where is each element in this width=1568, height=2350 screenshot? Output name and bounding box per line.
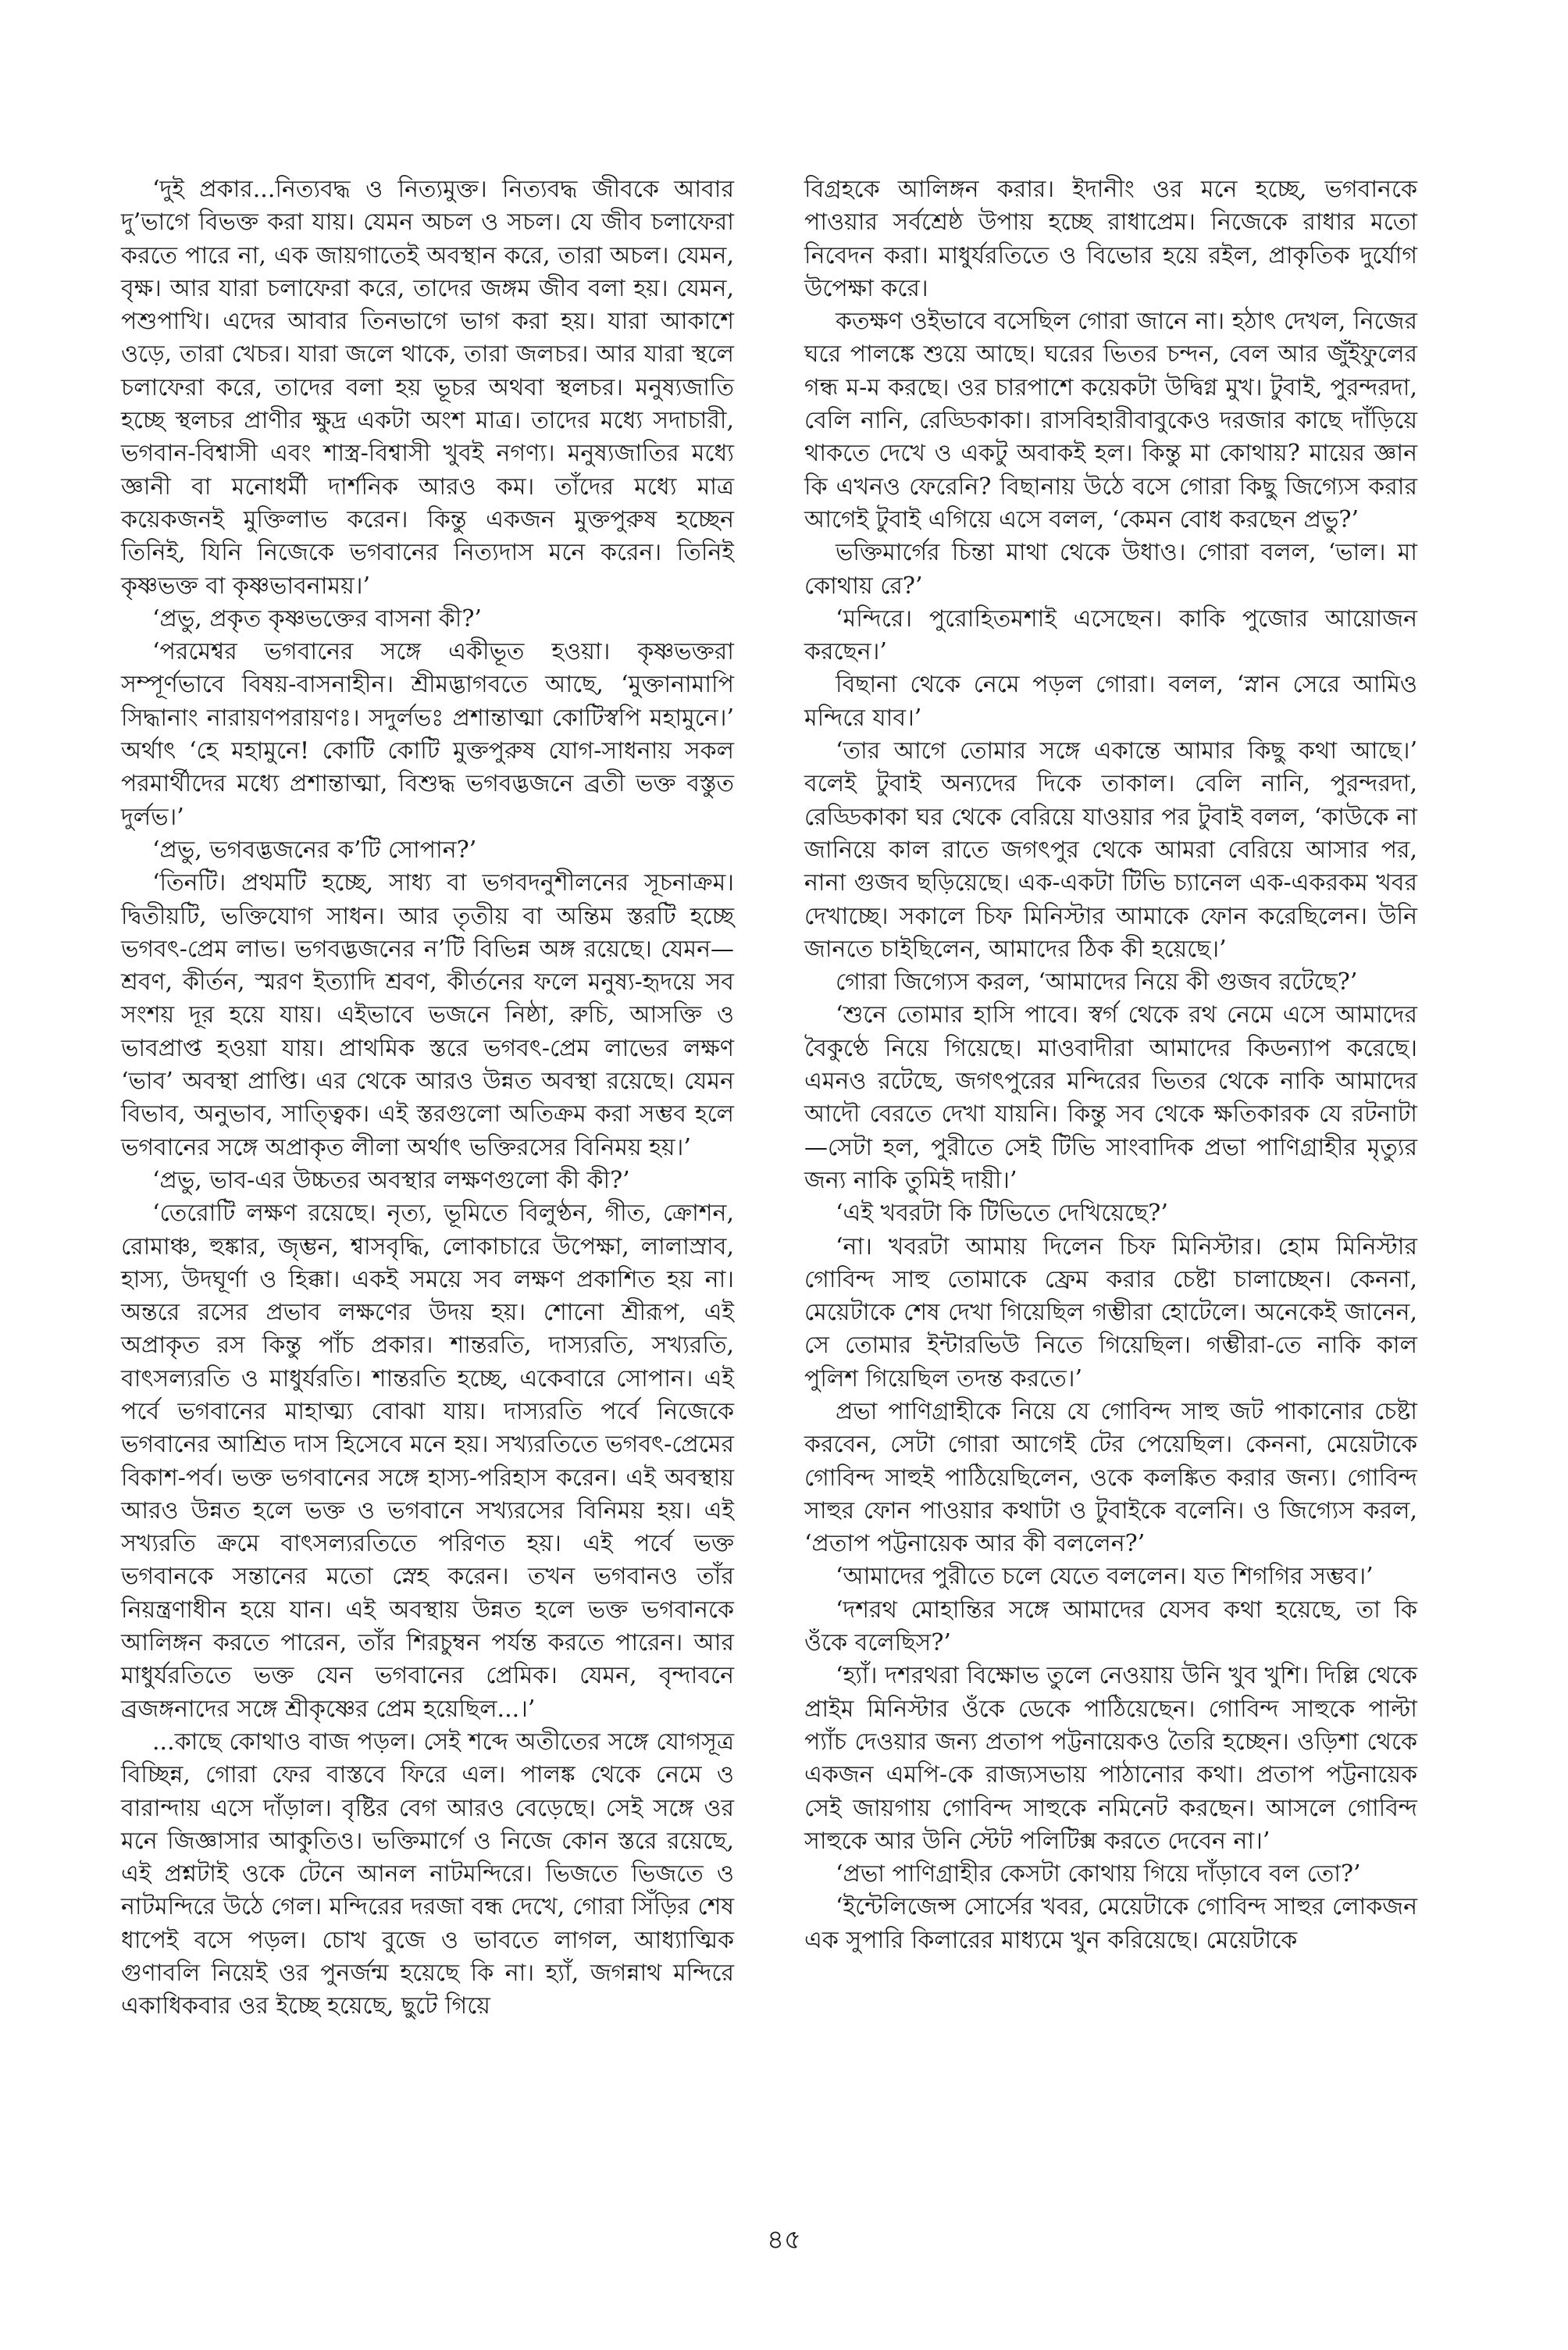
left-column [121, 173, 734, 2024]
paragraph: ‘তিনটি। প্রথমটি হচ্ছে, সাধ্য বা ভগবদনুশীলনের সূচনাক্রম। দ্বিতীয়টি, ভক্তিযোগ সাধন। আর তৃতীয় বা অন্তিম স্তরটি হচ্ছে ভগবৎ-প্রেম লাভ। ভগবদ্ভজনের ন’টি বিভিন্ন অঙ্গ রয়েছে। যেমন—শ্রবণ, কীর্তন, স্মরণ ইত্যাদি শ্রবণ, কীর্তনের ফলে মনুষ্য-হৃদয়ে সব সংশয় দূর হয়ে যায়। এইভাবে ভজনে নিষ্ঠা, রুচি, আসক্তি ও ভাবপ্রাপ্ত হওয়া যায়। প্রাথমিক স্তরে ভগবৎ-প্রেম লাভের লক্ষণ ‘ভাব’ অবস্থা প্রাপ্তি। এর থেকে আরও উন্নত অবস্থা রয়েছে। যেমন বিভাব, অনুভাব, সাত্ত্বিক। এই স্তরগুলো অতিক্রম করা সম্ভব হলে ভগবানের সঙ্গে অপ্রাকৃত লীলা অর্থাৎ ভক্তিরসের বিনিময় হয়।’ [121, 869, 734, 1161]
paragraph: ‘মন্দিরে। পুরোহিতমশাই এসেছেন। কাকি পুজোর আয়োজন করছেন।’ [804, 604, 1417, 666]
paragraph: ‘শুনে তোমার হাসি পাবে। স্বর্গ থেকে রথ নেমে এসে আমাদের বৈকুণ্ঠে নিয়ে গিয়েছে। মাওবাদীরা আমাদের কিডন্যাপ করেছে। এমনও রটেছে, জগৎপুরের মন্দিরের ভিতর থেকে নাকি আমাদের আদৌ বেরতে দেখা যায়নি। কিন্তু সব থেকে ক্ষতিকারক যে রটনাটা—সেটা হল, পুরীতে সেই টিভি সাংবাদিক প্রভা পাণিগ্রাহীর মৃত্যুর জন্য নাকি তুমিই দায়ী।’ [804, 1001, 1417, 1194]
paragraph: ‘দশরথ মোহান্তির সঙ্গে আমাদের যেসব কথা হয়েছে, তা কি ওঁকে বলেছিস?’ [804, 1596, 1417, 1657]
paragraph-continued: বিগ্রহকে আলিঙ্গন করার। ইদানীং ওর মনে হচ্ছে, ভগবানকে পাওয়ার সর্বশ্রেষ্ঠ উপায় হচ্ছে রাধাপ্রেম। নিজেকে রাধার মতো নিবেদন করা। মাধুর্যরতিতে ও বিভোর হয়ে রইল, প্রাকৃতিক দুর্যোগ উপেক্ষা করে। [804, 176, 1417, 302]
page-number: ৪৫ [766, 2224, 802, 2256]
paragraph: ‘তার আগে তোমার সঙ্গে একান্তে আমার কিছু কথা আছে।’ বলেই টুবাই অন্যদের দিকে তাকাল। বেলি নানি, পুরন্দরদা, রেড্ডিকাকা ঘর থেকে বেরিয়ে যাওয়ার পর টুবাই বলল, ‘কাউকে না জানিয়ে কাল রাতে জগৎপুর থেকে আমরা বেরিয়ে আসার পর, নানা গুজব ছড়িয়েছে। এক-একটা টিভি চ্যানেল এক-একরকম খবর দেখাচ্ছে। সকালে চিফ মিনিস্টার আমাকে ফোন করেছিলেন। উনি জানতে চাইছিলেন, আমাদের ঠিক কী হয়েছে।’ [804, 737, 1417, 963]
paragraph: ‘দুই প্রকার...নিত্যবদ্ধ ও নিত্যমুক্ত। নিত্যবদ্ধ জীবকে আবার দু’ভাগে বিভক্ত করা যায়। যেমন অচল ও সচল। যে জীব চলাফেরা করতে পারে না, এক জায়গাতেই অবস্থান করে, তারা অচল। যেমন, বৃক্ষ। আর যারা চলাফেরা করে, তাদের জঙ্গম জীব বলা হয়। যেমন, পশুপাখি। এদের আবার তিনভাগে ভাগ করা হয়। যারা আকাশে ওড়ে, তারা খেচর। যারা জলে থাকে, তারা জলচর। আর যারা স্থলে চলাফেরা করে, তাদের বলা হয় ভূচর অথবা স্থলচর। মনুষ্যজাতি হচ্ছে স্থলচর প্রাণীর ক্ষুদ্র একটা অংশ মাত্র। তাদের মধ্যে সদাচারী, ভগবান-বিশ্বাসী এবং শাস্ত্র-বিশ্বাসী খুবই নগণ্য। মনুষ্যজাতির মধ্যে জ্ঞানী বা মনোধর্মী দার্শনিক আরও কম। তাঁদের মধ্যে মাত্র কয়েকজনই মুক্তিলাভ করেন। কিন্তু একজন মুক্তপুরুষ হচ্ছেন তিনিই, যিনি নিজেকে ভগবানের নিত্যদাস মনে করেন। তিনিই কৃষ্ণভক্ত বা কৃষ্ণভাবনাময়।’ [121, 176, 734, 600]
right-column [804, 173, 1417, 1957]
paragraph: প্রভা পাণিগ্রাহীকে নিয়ে যে গোবিন্দ সাহু জট পাকানোর চেষ্টা করবেন, সেটা গোরা আগেই টের পেয়েছিল। কেননা, মেয়েটাকে গোবিন্দ সাহুই পাঠিয়েছিলেন, ওকে কলঙ্কিত করার জন্য। গোবিন্দ সাহুর ফোন পাওয়ার কথাটা ও টুবাইকে বলেনি। ও জিগ্যেস করল, ‘প্রতাপ পট্টনায়েক আর কী বললেন?’ [804, 1397, 1417, 1558]
paragraph: ‘না। খবরটা আমায় দিলেন চিফ মিনিস্টার। হোম মিনিস্টার গোবিন্দ সাহু তোমাকে ফ্রেম করার চেষ্টা চালাচ্ছেন। কেননা, মেয়েটাকে শেষ দেখা গিয়েছিল গম্ভীরা হোটেলে। অনেকেই জানেন, সে তোমার ইন্টারভিউ নিতে গিয়েছিল। গম্ভীরা-তে নাকি কাল পুলিশ গিয়েছিল তদন্ত করতে।’ [804, 1232, 1417, 1393]
paragraph: ‘প্রভু, ভাব-এর উচ্চতর অবস্থার লক্ষণগুলো কী কী?’ [152, 1166, 630, 1194]
paragraph: ...কাছে কোথাও বাজ পড়ল। সেই শব্দে অতীতের সঙ্গে যোগসূত্র বিচ্ছিন্ন, গোরা ফের বাস্তবে ফিরে এল। পালঙ্ক থেকে নেমে ও বারান্দায় এসে দাঁড়াল। বৃষ্টির বেগ আরও বেড়েছে। সেই সঙ্গে ওর মনে জিজ্ঞাসার আকুতিও। ভক্তিমার্গে ও নিজে কোন স্তরে রয়েছে, এই প্রশ্নটাই ওকে টেনে আনল নাটমন্দিরে। ভিজতে ভিজতে ও নাটমন্দিরে উঠে গেল। মন্দিরের দরজা বন্ধ দেখে, গোরা সিঁড়ির শেষ ধাপেই বসে পড়ল। চোখ বুজে ও ভাবতে লাগল, আধ্যাত্মিক গুণাবলি নিয়েই ওর পুনর্জন্ম হয়েছে কি না। হ্যাঁ, জগন্নাথ মন্দিরে একাধিকবার ওর ইচ্ছে হয়েছে, ছুটে গিয়ে [121, 1728, 734, 2020]
paragraph: ‘তেরোটি লক্ষণ রয়েছে। নৃত্য, ভূমিতে বিলুণ্ঠন, গীত, ক্রোশন, রোমাঞ্চ, হুঙ্কার, জৃম্ভন, শ্বাসবৃদ্ধি, লোকাচারে উপেক্ষা, লালাস্রাব, হাস্য, উদঘূর্ণা ও হিক্কা। একই সময়ে সব লক্ষণ প্রকাশিত হয় না। অন্তরে রসের প্রভাব লক্ষণের উদয় হয়। শোনো শ্রীরূপ, এই অপ্রাকৃত রস কিন্তু পাঁচ প্রকার। শান্তরতি, দাস্যরতি, সখ্যরতি, বাৎসল্যরতি ও মাধুর্যরতি। শান্তরতি হচ্ছে, একেবারে সোপান। এই পর্বে ভগবানের মাহাত্ম্য বোঝা যায়। দাস্যরতি পর্বে নিজেকে ভগবানের আশ্রিত দাস হিসেবে মনে হয়। সখ্যরতিতে ভগবৎ-প্রেমের বিকাশ-পর্ব। ভক্ত ভগবানের সঙ্গে হাস্য-পরিহাস করেন। এই অবস্থায় আরও উন্নত হলে ভক্ত ও ভগবানে সখ্যরসের বিনিময় হয়। এই সখ্যরতি ক্রমে বাৎসল্যরতিতে পরিণত হয়। এই পর্বে ভক্ত ভগবানকে সন্তানের মতো স্নেহ করেন। তখন ভগবানও তাঁর নিয়ন্ত্রণাধীন হয়ে যান। এই অবস্থায় উন্নত হলে ভক্ত ভগবানকে আলিঙ্গন করতে পারেন, তাঁর শিরচুম্বন পর্যন্ত করতে পারেন। আর মাধুর্যরতিতে ভক্ত যেন ভগবানের প্রেমিক। যেমন, বৃন্দাবনে ব্রজঙ্গনাদের সঙ্গে শ্রীকৃষ্ণের প্রেম হয়েছিল...।’ [121, 1200, 734, 1723]
paragraph: ‘হ্যাঁ। দশরথরা বিক্ষোভ তুলে নেওয়ায় উনি খুব খুশি। দিল্লি থেকে প্রাইম মিনিস্টার ওঁকে ডেকে পাঠিয়েছেন। গোবিন্দ সাহুকে পাল্টা প্যাঁচ দেওয়ার জন্য প্রতাপ পট্টনায়েকও তৈরি হচ্ছেন। ওড়িশা থেকে একজন এমপি-কে রাজ্যসভায় পাঠানোর কথা। প্রতাপ পট্টনায়েক সেই জায়গায় গোবিন্দ সাহুকে নমিনেট করছেন। আসলে গোবিন্দ সাহুকে আর উনি স্টেট পলিটিক্স করতে দেবেন না।’ [804, 1662, 1417, 1855]
paragraph: ‘পরমেশ্বর ভগবানের সঙ্গে একীভূত হওয়া। কৃষ্ণভক্তরা সম্পূর্ণভাবে বিষয়-বাসনাহীন। শ্রীমদ্ভাগবতে আছে, ‘মুক্তানামাপি সিদ্ধানাং নারায়ণপরায়ণঃ। সদুর্লভঃ প্রশান্তাত্মা কোটিস্বপি মহামুনে।’ অর্থাৎ ‘হে মহামুনে! কোটি কোটি মুক্তপুরুষ যোগ-সাধনায় সকল পরমার্থীদের মধ্যে প্রশান্তাত্মা, বিশুদ্ধ ভগবদ্ভজনে ব্রতী ভক্ত বস্তুত দুর্লভ।’ [121, 638, 734, 831]
paragraph: ভক্তিমার্গের চিন্তা মাথা থেকে উধাও। গোরা বলল, ‘ভাল। মা কোথায় রে?’ [804, 539, 1417, 600]
paragraph: ‘প্রভু, ভগবদ্ভজনের ক’টি সোপান?’ [152, 836, 477, 864]
paragraph: ‘প্রভু, প্রকৃত কৃষ্ণভক্তের বাসনা কী?’ [152, 604, 482, 633]
paragraph: বিছানা থেকে নেমে পড়ল গোরা। বলল, ‘স্নান সেরে আমিও মন্দিরে যাব।’ [804, 671, 1417, 732]
paragraph: কতক্ষণ ওইভাবে বসেছিল গোরা জানে না। হঠাৎ দেখল, নিজের ঘরে পালঙ্কে শুয়ে আছে। ঘরের ভিতর চন্দন, বেল আর জুঁইফুলের গন্ধ ম-ম করছে। ওর চারপাশে কয়েকটা উদ্বিগ্ন মুখ। টুবাই, পুরন্দরদা, বেলি নানি, রেড্ডিকাকা। রাসবিহারীবাবুকেও দরজার কাছে দাঁড়িয়ে থাকতে দেখে ও একটু অবাকই হল। কিন্তু মা কোথায়? মায়ের জ্ঞান কি এখনও ফেরেনি? বিছানায় উঠে বসে গোরা কিছু জিগ্যেস করার আগেই টুবাই এগিয়ে এসে বলল, ‘কেমন বোধ করছেন প্রভু?’ [804, 308, 1417, 533]
paragraph: ‘এই খবরটা কি টিভিতে দেখিয়েছে?’ [836, 1200, 1168, 1228]
paragraph: ‘ইন্টেলিজেন্স সোর্সের খবর, মেয়েটাকে গোবিন্দ সাহুর লোকজন এক সুপারি কিলারের মাধ্যমে খুন করিয়েছে। মেয়েটাকে [804, 1893, 1417, 1954]
paragraph: গোরা জিগ্যেস করল, ‘আমাদের নিয়ে কী গুজব রটেছে?’ [836, 968, 1358, 997]
paragraph: ‘আমাদের পুরীতে চলে যেতে বললেন। যত শিগগির সম্ভব।’ [836, 1563, 1374, 1591]
paragraph: ‘প্রভা পাণিগ্রাহীর কেসটা কোথায় গিয়ে দাঁড়াবে বল তো?’ [836, 1860, 1361, 1888]
